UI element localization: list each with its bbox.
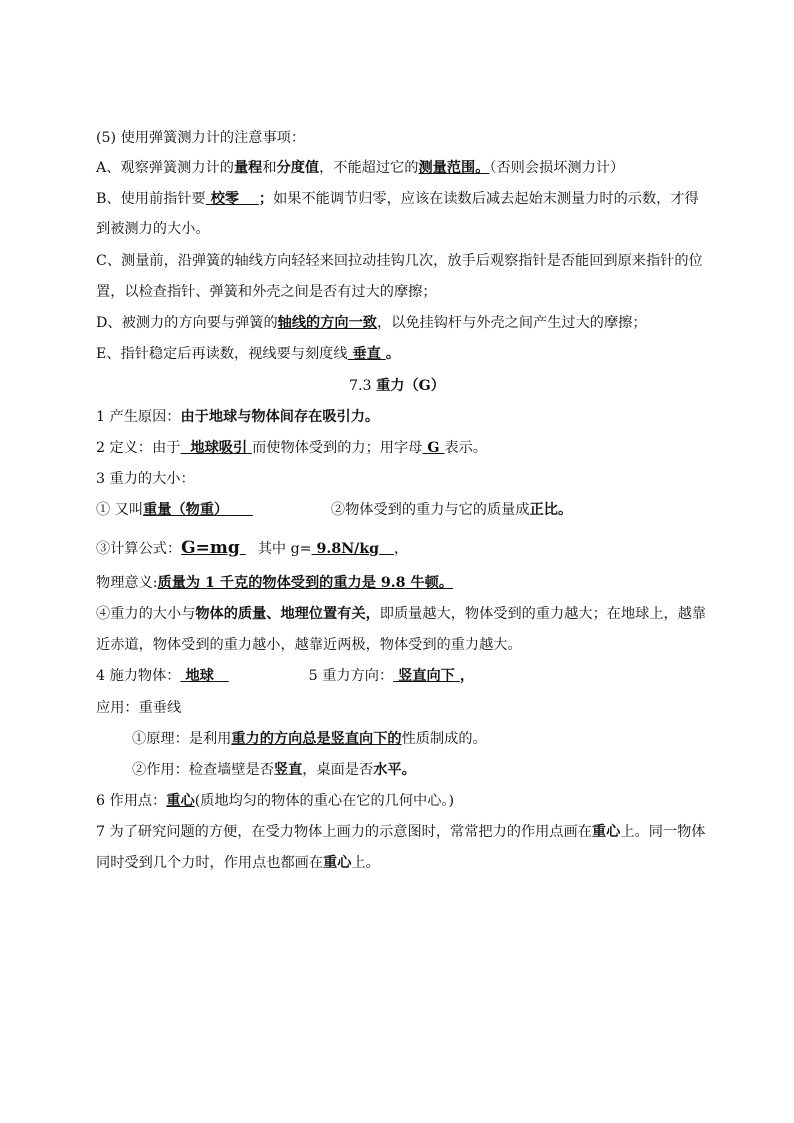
blank-answer: 垂直 [352, 346, 381, 362]
s5-item-a: A、观察弹簧测力计的量程和分度值，不能超过它的测量范围。（否则会损坏测力计） [96, 160, 625, 176]
s5-item-e: E、指针稳定后再读数，视线要与刻度线 垂直 。 [96, 346, 401, 362]
gravity-cause: 1 产生原因：由于地球与物体间存在吸引力。 [96, 409, 380, 425]
center-of-gravity-note: 7 为了研究问题的方便，在受力物体上画力的示意图时，常常把力的作用点画在重心上。同一物体 [96, 824, 706, 840]
gravity-factors-cont: 近赤道，物体受到的重力越小，越靠近两极，物体受到的重力越大。 [96, 637, 522, 653]
blank-answer: 地球 [185, 668, 214, 684]
plumb-principle: ①原理：是利用重力的方向总是竖直向下的性质制成的。 [132, 731, 487, 747]
blank-answer: 重力的方向总是竖直向下的 [231, 731, 402, 747]
gravity-size-title: 3 重力的大小： [96, 471, 195, 487]
blank-answer: G [427, 440, 440, 456]
plumb-usage: ②作用：检查墙壁是否竖直，桌面是否水平。 [132, 762, 416, 778]
point-of-action: 6 作用点：重心(质地均匀的物体的重心在它的几何中心。) [96, 793, 455, 809]
section-heading: 7.3 重力（G） [349, 378, 445, 394]
gravity-formula: ③计算公式：G=mg 其中 g= 9.8N/kg ， [96, 538, 409, 558]
gravity-size-1-2: ① 又叫重量（物重） ②物体受到的重力与它的质量成正比。 [96, 502, 573, 518]
blank-answer: 重量（物重） [143, 502, 229, 518]
s5-item-c-cont: 置，以检查指针、弹簧和外壳之间是否有过大的摩擦； [96, 284, 437, 300]
blank-answer: 9.8N/kg [316, 541, 380, 557]
gravity-source-direction: 4 施力物体： 地球 5 重力方向： 竖直向下 ， [96, 668, 475, 684]
blank-answer: 重心 [166, 793, 195, 809]
formula: G=mg [181, 538, 240, 558]
blank-answer: 校零 [210, 191, 240, 207]
application-title: 应用：重垂线 [96, 700, 182, 716]
blank-answer: 地球吸引 [190, 440, 248, 456]
blank-answer: 竖直向下 [398, 668, 455, 684]
blank-answer: 轴线的方向一致 [277, 315, 377, 331]
s5-item-d: D、被测力的方向要与弹簧的轴线的方向一致，以免挂钩杆与外壳之间产生过大的摩擦； [96, 315, 647, 331]
s5-item-b: B、使用前指针要 校零 ；如果不能调节归零，应该在读数后减去起始末测量力时的示数，才得 [96, 191, 699, 207]
blank-answer: 测量范围。 [418, 160, 490, 176]
blank-answer: 质量为 1 千克的物体受到的重力是 9.8 牛顿。 [157, 575, 454, 591]
s5-item-b-cont: 到被测力的大小。 [96, 221, 210, 237]
s5-title: (5) 使用弹簧测力计的注意事项： [96, 130, 306, 146]
gravity-factors: ④重力的大小与物体的质量、地理位置有关，即质量越大，物体受到的重力越大；在地球上，越靠 [96, 606, 707, 622]
gravity-definition: 2 定义：由于 地球吸引 而使物体受到的力；用字母 G 表示。 [96, 440, 487, 456]
gravity-meaning: 物理意义:质量为 1 千克的物体受到的重力是 9.8 牛顿。 [96, 575, 454, 591]
center-of-gravity-note-cont: 同时受到几个力时，作用点也都画在重心上。 [96, 855, 380, 871]
s5-item-c: C、测量前，沿弹簧的轴线方向轻轻来回拉动挂钩几次，放手后观察指针是否能回到原来指针的位 [96, 253, 703, 269]
